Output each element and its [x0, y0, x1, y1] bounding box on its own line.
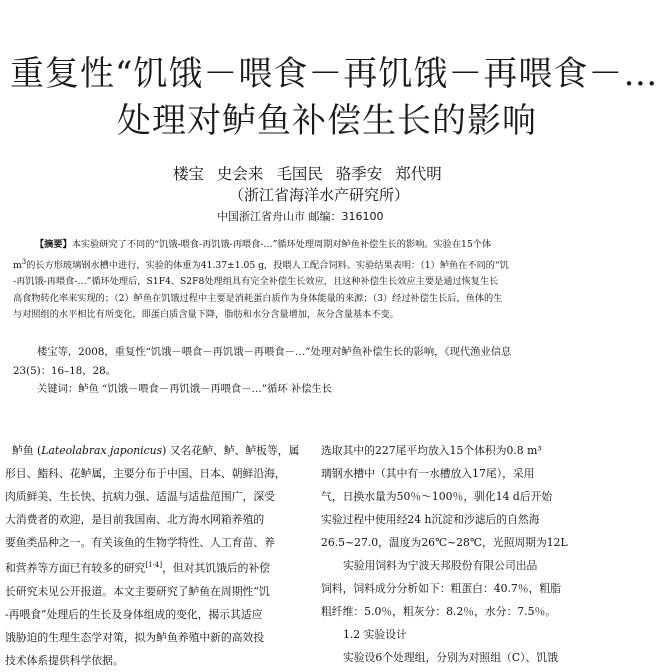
right-line-4: 实验过程中使用经24 h沉淀和沙滤后的自然海: [321, 513, 540, 526]
paper-title-line-1: 重复性“饥饿－喂食－再饥饿－再喂食－…: [10, 54, 658, 94]
right-line-3: 气，日换水量为50％～100％，驯化14 d后开始: [321, 490, 553, 503]
right-line-10: 实验设6个处理组，分别为对照组（C）、饥饿: [343, 651, 558, 664]
left-line-10: 技术体系提供科学依据。: [5, 653, 124, 667]
left-line-7: 长研究未见公开报道。本文主要研究了鲈鱼在周期性“饥: [5, 584, 270, 598]
left-line-2: 形目、鮨科、花鲈属，主要分布于中国、日本、朝鲜沿海，: [5, 467, 286, 480]
abstract-line-4: 高食物转化率来实现的；（2）鲈鱼在饥饿过程中主要是消耗蛋白质作为身体能量的来源；（3）经过补偿生长后，鱼体的生: [13, 292, 503, 304]
right-line-8: 粗纤维：5.0％，粗灰分：8.2％，水分：7.5％。: [321, 605, 557, 618]
left-column: [5, 439, 303, 667]
postal-address: 中国浙江省舟山市 邮编：316100: [217, 210, 384, 223]
section-heading-1-2: 1.2 实验设计: [343, 628, 407, 641]
keywords-text: 鲈鱼 “饥饿－喂食－再饥饿－再喂食－…”循环 补偿生长: [78, 383, 333, 395]
left-line-1: 鲈鱼 (Lateolabrax japonicus) 又名花鲈、鲈、鲈板等，属: [12, 444, 300, 457]
paper-title-line-2: 处理对鲈鱼补偿生长的影响: [117, 101, 537, 141]
abstract-line-3: -再饥饿-再喂食-…”循环处理后，S1F4、S2F8处理组具有完全补偿生长效应，且这种补偿生长效应主要是通过恢复生长: [13, 276, 499, 288]
right-line-6: 实验用饲料为宁波天邦股份有限公司出品: [343, 559, 538, 572]
citation-line-2: 23(5)：16–18，28。: [13, 365, 117, 377]
right-line-1: 选取其中的227尾平均放入15个体积为0.8 m³: [321, 444, 542, 457]
right-line-5: 26.5~27.0，温度为26℃~28℃，光照周期为12L: [321, 536, 568, 549]
left-line-5: 要鱼类品种之一。有关该鱼的生物学特性、人工育苗、养: [5, 536, 275, 549]
authors: 楼宝 史会来 毛国民 骆季安 郑代明: [173, 165, 442, 183]
left-line-8: -再喂食”处理后的生长及身体组成的变化，揭示其适应: [5, 607, 263, 621]
left-line-6: 和营养等方面已有较多的研究[1-4]，但对其饥饿后的补偿: [5, 561, 271, 575]
abstract-line-1: 【摘要】本实验研究了不同的“饥饿-喂食-再饥饿-再喂食-…”循环处理周期对鲈鱼补偿生长的影响。实验在15个体: [35, 239, 492, 250]
citation-line-1: 楼宝等，2008，重复性“饥饿－喂食－再饥饿－再喂食－…”处理对鲈鱼补偿生长的影响，《现代渔业信息: [37, 346, 512, 358]
abstract-line-2: $m^3$的长方形玻璃钢水槽中进行，实验的体重为41.37±1.05 g，投喂人工配合饲料。实验结果表明：（1）鲈鱼在不同的“饥: [13, 257, 509, 271]
abstract: [13, 237, 568, 327]
abstract-line-5: 与对照组的水平相比有所变化，即蛋白质含量下降，脂肪和水分含量增加，灰分含量基本不变。: [13, 309, 399, 321]
left-line-9: 饿胁迫的生理生态学对策，拟为鲈鱼养殖中新的高效投: [5, 630, 265, 644]
left-line-4: 大消费者的欢迎，是目前我国南、北方海水网箱养殖的: [5, 513, 265, 526]
keywords-label: 关键词：: [37, 383, 79, 395]
keywords: [37, 380, 332, 395]
reference-marker: [1-4]: [145, 561, 163, 569]
right-line-2: 璃钢水槽中（其中有一水槽放入17尾），采用: [321, 467, 535, 480]
right-column: [321, 439, 568, 664]
abstract-label: 【摘要】: [35, 239, 72, 250]
left-line-3: 肉质鲜美、生长快、抗病力强、适温与适盐范围广，深受: [5, 490, 275, 503]
affiliation: （浙江省海洋水产研究所）: [229, 186, 410, 204]
right-line-7: 饲料，饲料成分分析如下：粗蛋白：40.7％，粗脂: [321, 582, 561, 595]
